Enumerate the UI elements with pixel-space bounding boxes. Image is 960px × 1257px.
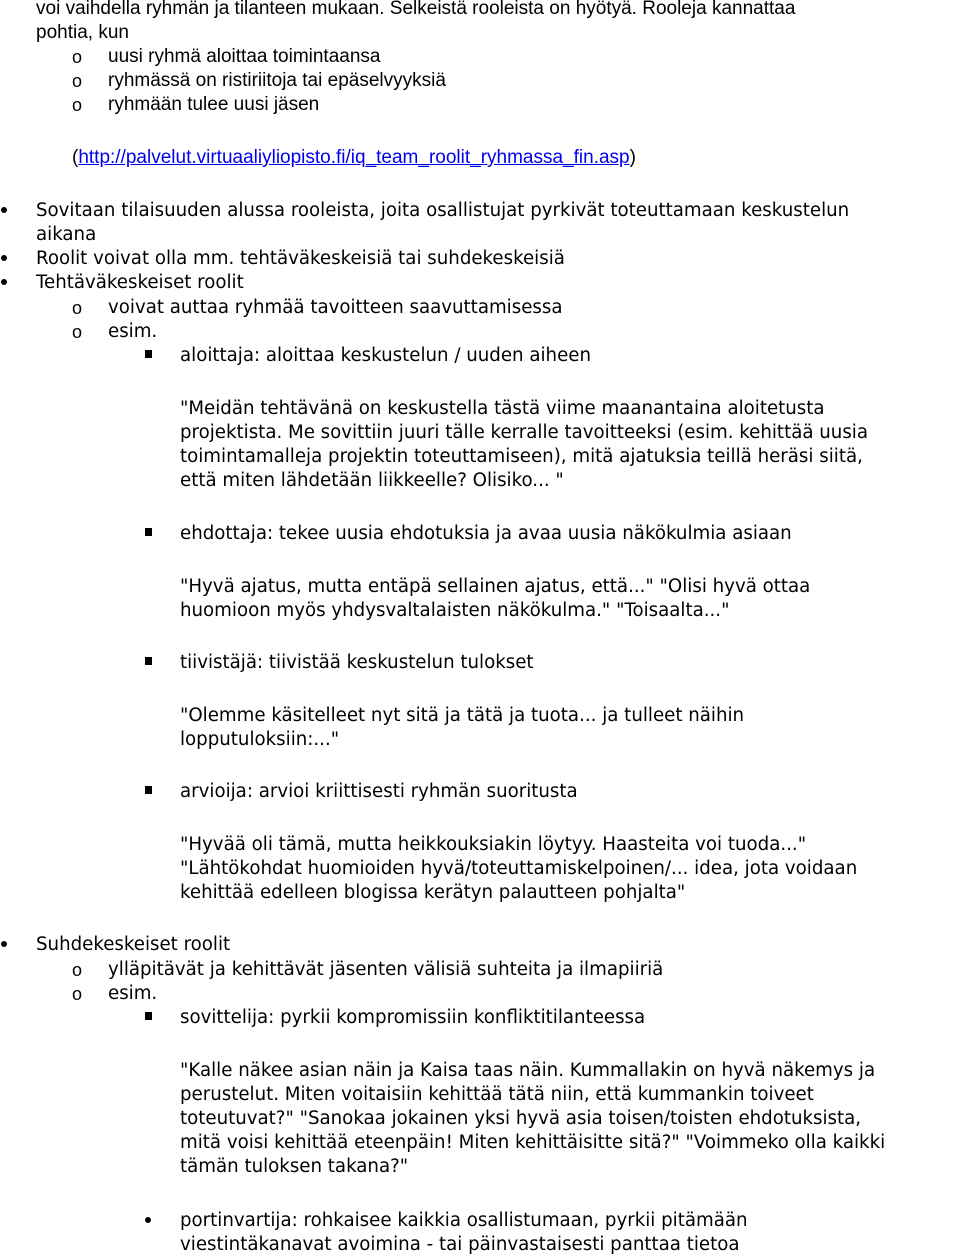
bullet-text: Suhdekeskeiset roolit [36, 934, 231, 955]
role-quote: "Kalle näkee asian näin ja Kaisa taas näin. Kummallakin on hyvä näkemys ja [180, 1060, 876, 1081]
list-item: ylläpitävät ja kehittävät jäsenten välisiä suhteita ja ilmapiiriä [108, 959, 664, 980]
role-quote: mitä voisi kehittää eteenpäin! Miten kehittäisitte sitä?" "Voimmeko olla kaikki [180, 1132, 886, 1153]
bullet-dot [1, 255, 7, 261]
source-reference [72, 146, 636, 170]
bullet-dot [1, 279, 7, 285]
square-bullet [145, 528, 152, 536]
bullet-dot [145, 1217, 151, 1223]
role-title: arvioija: arvioi kriittisesti ryhmän suoritusta [180, 781, 578, 802]
list-marker-circle: o [72, 322, 83, 342]
role-quote: että miten lähdetään liikkeelle? Olisiko... " [180, 470, 564, 491]
source-close-paren: ) [629, 147, 636, 168]
bullet-text: Tehtäväkeskeiset roolit [36, 272, 244, 293]
role-quote: perustelut. Miten voitaisiin kehittää tätä niin, että kummankin toiveet [180, 1084, 814, 1105]
bullet-text: Roolit voivat olla mm. tehtäväkeskeisiä tai suhdekeskeisiä [36, 248, 565, 269]
role-title: ehdottaja: tekee uusia ehdotuksia ja avaa uusia näkökulmia asiaan [180, 523, 792, 544]
role-quote: lopputuloksiin:..." [180, 729, 340, 750]
list-marker-circle: o [72, 984, 83, 1004]
list-item: esim. [108, 321, 158, 342]
role-quote: toteutuvat?" "Sanokaa jokainen yksi hyvä asia toisen/toisten ehdotuksista, [180, 1108, 862, 1129]
list-item: uusi ryhmä aloittaa toimintaansa [108, 46, 381, 67]
list-marker-circle: o [72, 960, 83, 980]
role-quote: "Meidän tehtävänä on keskustella tästä viime maanantaina aloitetusta [180, 398, 825, 419]
bullet-text-continuation: aikana [36, 224, 97, 245]
list-marker-circle: o [72, 71, 83, 91]
intro-line: pohtia, kun [36, 22, 129, 43]
role-quote: "Olemme käsitelleet nyt sitä ja tätä ja tuota... ja tulleet näihin [180, 705, 745, 726]
intro-line: voi vaihdella ryhmän ja tilanteen mukaan. Selkeistä rooleista on hyötyä. Rooleja kannattaa [36, 0, 796, 19]
square-bullet [145, 657, 152, 665]
role-quote: projektista. Me sovittiin juuri tälle kerralle tavoitteeksi (esim. kehittää uusia [180, 422, 868, 443]
source-link[interactable]: http://palvelut.virtuaaliyliopisto.fi/iq_team_roolit_ryhmassa_fin.asp [78, 147, 630, 168]
square-bullet [145, 786, 152, 794]
role-quote: kehittää edelleen blogissa kerätyn palautteen pohjalta" [180, 882, 686, 903]
list-marker-circle: o [72, 298, 83, 318]
role-quote: "Lähtökohdat huomioiden hyvä/toteuttamiskelpoinen/... idea, jota voidaan [180, 858, 858, 879]
list-item: ryhmässä on ristiriitoja tai epäselvyyksiä [108, 70, 446, 91]
list-marker-circle: o [72, 95, 83, 115]
source-open-paren: ( [72, 147, 79, 168]
role-title-continuation: viestintäkanavat avoimina - tai päinvastaisesti panttaa tietoa [180, 1234, 740, 1255]
role-quote: "Hyvä ajatus, mutta entäpä sellainen ajatus, että..." "Olisi hyvä ottaa [180, 576, 811, 597]
bullet-text: Sovitaan tilaisuuden alussa rooleista, joita osallistujat pyrkivät toteuttamaan keskustelun [36, 200, 850, 221]
list-item: ryhmään tulee uusi jäsen [108, 94, 320, 115]
square-bullet [145, 350, 152, 358]
role-quote: tämän tuloksen takana?" [180, 1156, 409, 1177]
square-bullet [145, 1012, 152, 1020]
role-quote: huomioon myös yhdysvaltalaisten näkökulma." "Toisaalta..." [180, 600, 730, 621]
bullet-dot [1, 941, 7, 947]
role-quote: toimintamalleja projektin toteuttamiseen), mitä ajatuksia teillä heräsi siitä, [180, 446, 863, 467]
list-item: esim. [108, 983, 158, 1004]
role-title: aloittaja: aloittaa keskustelun / uuden aiheen [180, 345, 591, 366]
role-title: portinvartija: rohkaisee kaikkia osallistumaan, pyrkii pitämään [180, 1210, 748, 1231]
bullet-dot [1, 207, 7, 213]
role-title: tiivistäjä: tiivistää keskustelun tulokset [180, 652, 534, 673]
list-item: voivat auttaa ryhmää tavoitteen saavuttamisessa [108, 297, 563, 318]
role-title: sovittelija: pyrkii kompromissiin konfliktitilanteessa [180, 1007, 646, 1028]
list-marker-circle: o [72, 47, 83, 67]
role-quote: "Hyvää oli tämä, mutta heikkouksiakin löytyy. Haasteita voi tuoda..." [180, 834, 807, 855]
